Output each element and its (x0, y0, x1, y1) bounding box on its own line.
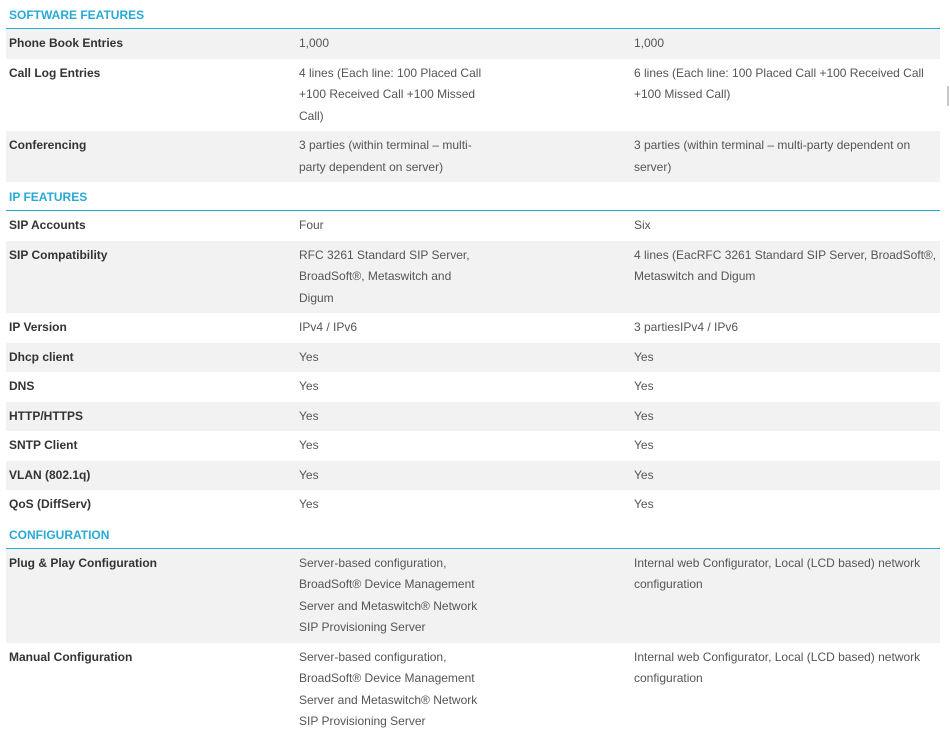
row-label: Dhcp client (9, 349, 74, 364)
model-a-value: Yes (299, 408, 319, 423)
section-header-ip-features: IP FEATURES (6, 182, 940, 211)
model-b-value: Yes (634, 379, 654, 393)
model-b-value: Internal web Configurator, Local (LCD based) network configuration (634, 649, 921, 685)
model-a-value: Yes (299, 379, 319, 393)
model-b-value: Internal web Configurator, Local (LCD based) network configuration (634, 555, 921, 591)
model-b-value: Yes (634, 349, 654, 364)
table-row (6, 461, 940, 491)
table-row (6, 372, 940, 402)
table-row (6, 343, 940, 373)
row-label: Plug & Play Configuration (9, 555, 158, 570)
table-row (6, 490, 940, 520)
model-a-value: 4 lines (Each line: 100 Placed Call +100 Received Call +100 Missed Call) (299, 65, 482, 123)
spec-table (6, 0, 940, 737)
row-label: SIP Accounts (9, 218, 86, 232)
row-label: QoS (DiffServ) (9, 497, 92, 511)
model-a-value: RFC 3261 Standard SIP Server, BroadSoft®, Metaswitch and Digum (299, 247, 470, 305)
table-row (6, 59, 940, 132)
scrollbar-thumb[interactable] (947, 86, 949, 106)
row-label: Manual Configuration (9, 649, 133, 664)
model-b-value: Six (634, 218, 651, 232)
row-label: SIP Compatibility (9, 247, 108, 262)
model-b-value: Yes (634, 408, 654, 423)
table-row (6, 313, 940, 343)
table-row (6, 211, 940, 241)
model-b-value: 3 parties (within terminal – multi-party dependent on server) (634, 138, 911, 174)
model-b-value: Yes (634, 497, 654, 511)
model-b-value: 4 lines (EacRFC 3261 Standard SIP Server, BroadSoft®, Metaswitch and Digum (634, 247, 937, 283)
table-row (6, 643, 940, 737)
model-b-value: 1,000 (634, 36, 665, 50)
row-label: Conferencing (9, 138, 87, 152)
model-a-value: Yes (299, 438, 319, 452)
row-label: HTTP/HTTPS (9, 408, 83, 423)
row-label: Call Log Entries (9, 65, 101, 80)
model-a-value: Yes (299, 497, 319, 511)
row-label: IP Version (9, 320, 67, 334)
model-b-value: Yes (634, 467, 654, 482)
row-label: DNS (9, 379, 35, 393)
model-a-value: Server-based configuration, BroadSoft® Device Management Server and Metaswitch® Network SIP Provisioning Server (299, 555, 478, 634)
table-row (6, 131, 940, 182)
model-a-value: Yes (299, 349, 319, 364)
table-row (6, 549, 940, 643)
table-row (6, 29, 940, 59)
section-header-software-features: SOFTWARE FEATURES (6, 0, 940, 29)
table-row (6, 241, 940, 314)
model-a-value: 1,000 (299, 36, 330, 50)
model-a-value: Server-based configuration, BroadSoft® Device Management Server and Metaswitch® Network SIP Provisioning Server (299, 649, 478, 728)
table-row (6, 402, 940, 432)
model-b-value: 3 partiesIPv4 / IPv6 (634, 320, 739, 334)
model-a-value: 3 parties (within terminal – multi-party dependent on server) (299, 138, 472, 174)
section-header-configuration: CONFIGURATION (6, 520, 940, 549)
model-b-value: 6 lines (Each line: 100 Placed Call +100 Received Call +100 Missed Call) (634, 65, 924, 101)
table-row (6, 431, 940, 461)
model-a-value: Four (299, 218, 324, 232)
row-label: VLAN (802.1q) (9, 467, 91, 482)
row-label: SNTP Client (9, 438, 78, 452)
model-b-value: Yes (634, 438, 654, 452)
row-label: Phone Book Entries (9, 36, 124, 50)
model-a-value: IPv4 / IPv6 (299, 320, 358, 334)
model-a-value: Yes (299, 467, 319, 482)
